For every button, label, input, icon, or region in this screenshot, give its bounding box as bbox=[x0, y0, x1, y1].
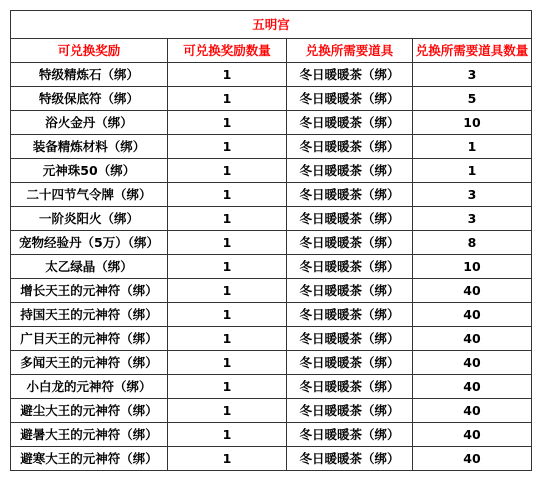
reward-quantity-cell: 1 bbox=[168, 303, 287, 327]
reward-quantity-cell: 1 bbox=[168, 375, 287, 399]
reward-cell: 多闻天王的元神符（绑） bbox=[11, 351, 168, 375]
required-item-cell: 冬日暖暖茶（绑） bbox=[287, 63, 413, 87]
required-quantity-cell: 40 bbox=[413, 399, 532, 423]
required-item-cell: 冬日暖暖茶（绑） bbox=[287, 447, 413, 471]
reward-cell: 广目天王的元神符（绑） bbox=[11, 327, 168, 351]
reward-quantity-cell: 1 bbox=[168, 63, 287, 87]
reward-cell: 一阶炎阳火（绑） bbox=[11, 207, 168, 231]
header-required-item: 兑换所需要道具 bbox=[287, 39, 413, 63]
table-row bbox=[11, 183, 532, 207]
title-row bbox=[11, 11, 532, 39]
required-item-cell: 冬日暖暖茶（绑） bbox=[287, 423, 413, 447]
reward-cell: 太乙绿晶（绑） bbox=[11, 255, 168, 279]
table-row bbox=[11, 375, 532, 399]
table-row bbox=[11, 135, 532, 159]
table-row bbox=[11, 303, 532, 327]
required-item-cell: 冬日暖暖茶（绑） bbox=[287, 207, 413, 231]
required-item-cell: 冬日暖暖茶（绑） bbox=[287, 87, 413, 111]
required-item-cell: 冬日暖暖茶（绑） bbox=[287, 399, 413, 423]
required-quantity-cell: 3 bbox=[413, 63, 532, 87]
table-row bbox=[11, 87, 532, 111]
reward-quantity-cell: 1 bbox=[168, 111, 287, 135]
required-quantity-cell: 40 bbox=[413, 351, 532, 375]
table-row bbox=[11, 63, 532, 87]
required-quantity-cell: 8 bbox=[413, 231, 532, 255]
reward-quantity-cell: 1 bbox=[168, 207, 287, 231]
required-quantity-cell: 1 bbox=[413, 159, 532, 183]
reward-cell: 小白龙的元神符（绑） bbox=[11, 375, 168, 399]
header-required-quantity: 兑换所需要道具数量 bbox=[413, 39, 532, 63]
required-quantity-cell: 40 bbox=[413, 375, 532, 399]
required-quantity-cell: 10 bbox=[413, 111, 532, 135]
table-row bbox=[11, 207, 532, 231]
reward-quantity-cell: 1 bbox=[168, 135, 287, 159]
reward-quantity-cell: 1 bbox=[168, 159, 287, 183]
table-row bbox=[11, 447, 532, 471]
required-item-cell: 冬日暖暖茶（绑） bbox=[287, 279, 413, 303]
required-item-cell: 冬日暖暖茶（绑） bbox=[287, 327, 413, 351]
required-item-cell: 冬日暖暖茶（绑） bbox=[287, 231, 413, 255]
table-row bbox=[11, 423, 532, 447]
table-row bbox=[11, 279, 532, 303]
required-item-cell: 冬日暖暖茶（绑） bbox=[287, 375, 413, 399]
reward-quantity-cell: 1 bbox=[168, 399, 287, 423]
header-reward: 可兑换奖励 bbox=[11, 39, 168, 63]
required-quantity-cell: 3 bbox=[413, 183, 532, 207]
exchange-table bbox=[10, 10, 532, 471]
table-row bbox=[11, 111, 532, 135]
table-row bbox=[11, 255, 532, 279]
reward-cell: 持国天王的元神符（绑） bbox=[11, 303, 168, 327]
required-quantity-cell: 1 bbox=[413, 135, 532, 159]
required-item-cell: 冬日暖暖茶（绑） bbox=[287, 255, 413, 279]
required-item-cell: 冬日暖暖茶（绑） bbox=[287, 159, 413, 183]
required-item-cell: 冬日暖暖茶（绑） bbox=[287, 111, 413, 135]
exchange-table-container bbox=[10, 10, 532, 471]
required-item-cell: 冬日暖暖茶（绑） bbox=[287, 135, 413, 159]
required-item-cell: 冬日暖暖茶（绑） bbox=[287, 183, 413, 207]
reward-cell: 避寒大王的元神符（绑） bbox=[11, 447, 168, 471]
reward-cell: 元神珠50（绑） bbox=[11, 159, 168, 183]
table-row bbox=[11, 351, 532, 375]
required-quantity-cell: 40 bbox=[413, 447, 532, 471]
reward-quantity-cell: 1 bbox=[168, 87, 287, 111]
reward-cell: 装备精炼材料（绑） bbox=[11, 135, 168, 159]
reward-cell: 避尘大王的元神符（绑） bbox=[11, 399, 168, 423]
reward-quantity-cell: 1 bbox=[168, 279, 287, 303]
reward-cell: 浴火金丹（绑） bbox=[11, 111, 168, 135]
required-quantity-cell: 40 bbox=[413, 327, 532, 351]
reward-cell: 增长天王的元神符（绑） bbox=[11, 279, 168, 303]
reward-quantity-cell: 1 bbox=[168, 423, 287, 447]
table-row bbox=[11, 327, 532, 351]
header-reward-quantity: 可兑换奖励数量 bbox=[168, 39, 287, 63]
required-quantity-cell: 5 bbox=[413, 87, 532, 111]
reward-cell: 二十四节气令牌（绑） bbox=[11, 183, 168, 207]
required-quantity-cell: 40 bbox=[413, 279, 532, 303]
table-row bbox=[11, 399, 532, 423]
header-row bbox=[11, 39, 532, 63]
required-quantity-cell: 10 bbox=[413, 255, 532, 279]
reward-cell: 特级精炼石（绑） bbox=[11, 63, 168, 87]
table-title: 五明宫 bbox=[11, 11, 532, 39]
required-item-cell: 冬日暖暖茶（绑） bbox=[287, 303, 413, 327]
reward-cell: 避暑大王的元神符（绑） bbox=[11, 423, 168, 447]
table-row bbox=[11, 231, 532, 255]
reward-quantity-cell: 1 bbox=[168, 351, 287, 375]
table-row bbox=[11, 159, 532, 183]
reward-quantity-cell: 1 bbox=[168, 447, 287, 471]
table-body bbox=[11, 63, 532, 471]
reward-cell: 宠物经验丹（5万）（绑） bbox=[11, 231, 168, 255]
required-quantity-cell: 3 bbox=[413, 207, 532, 231]
reward-quantity-cell: 1 bbox=[168, 255, 287, 279]
required-quantity-cell: 40 bbox=[413, 303, 532, 327]
reward-quantity-cell: 1 bbox=[168, 183, 287, 207]
reward-quantity-cell: 1 bbox=[168, 327, 287, 351]
reward-cell: 特级保底符（绑） bbox=[11, 87, 168, 111]
reward-quantity-cell: 1 bbox=[168, 231, 287, 255]
required-quantity-cell: 40 bbox=[413, 423, 532, 447]
required-item-cell: 冬日暖暖茶（绑） bbox=[287, 351, 413, 375]
